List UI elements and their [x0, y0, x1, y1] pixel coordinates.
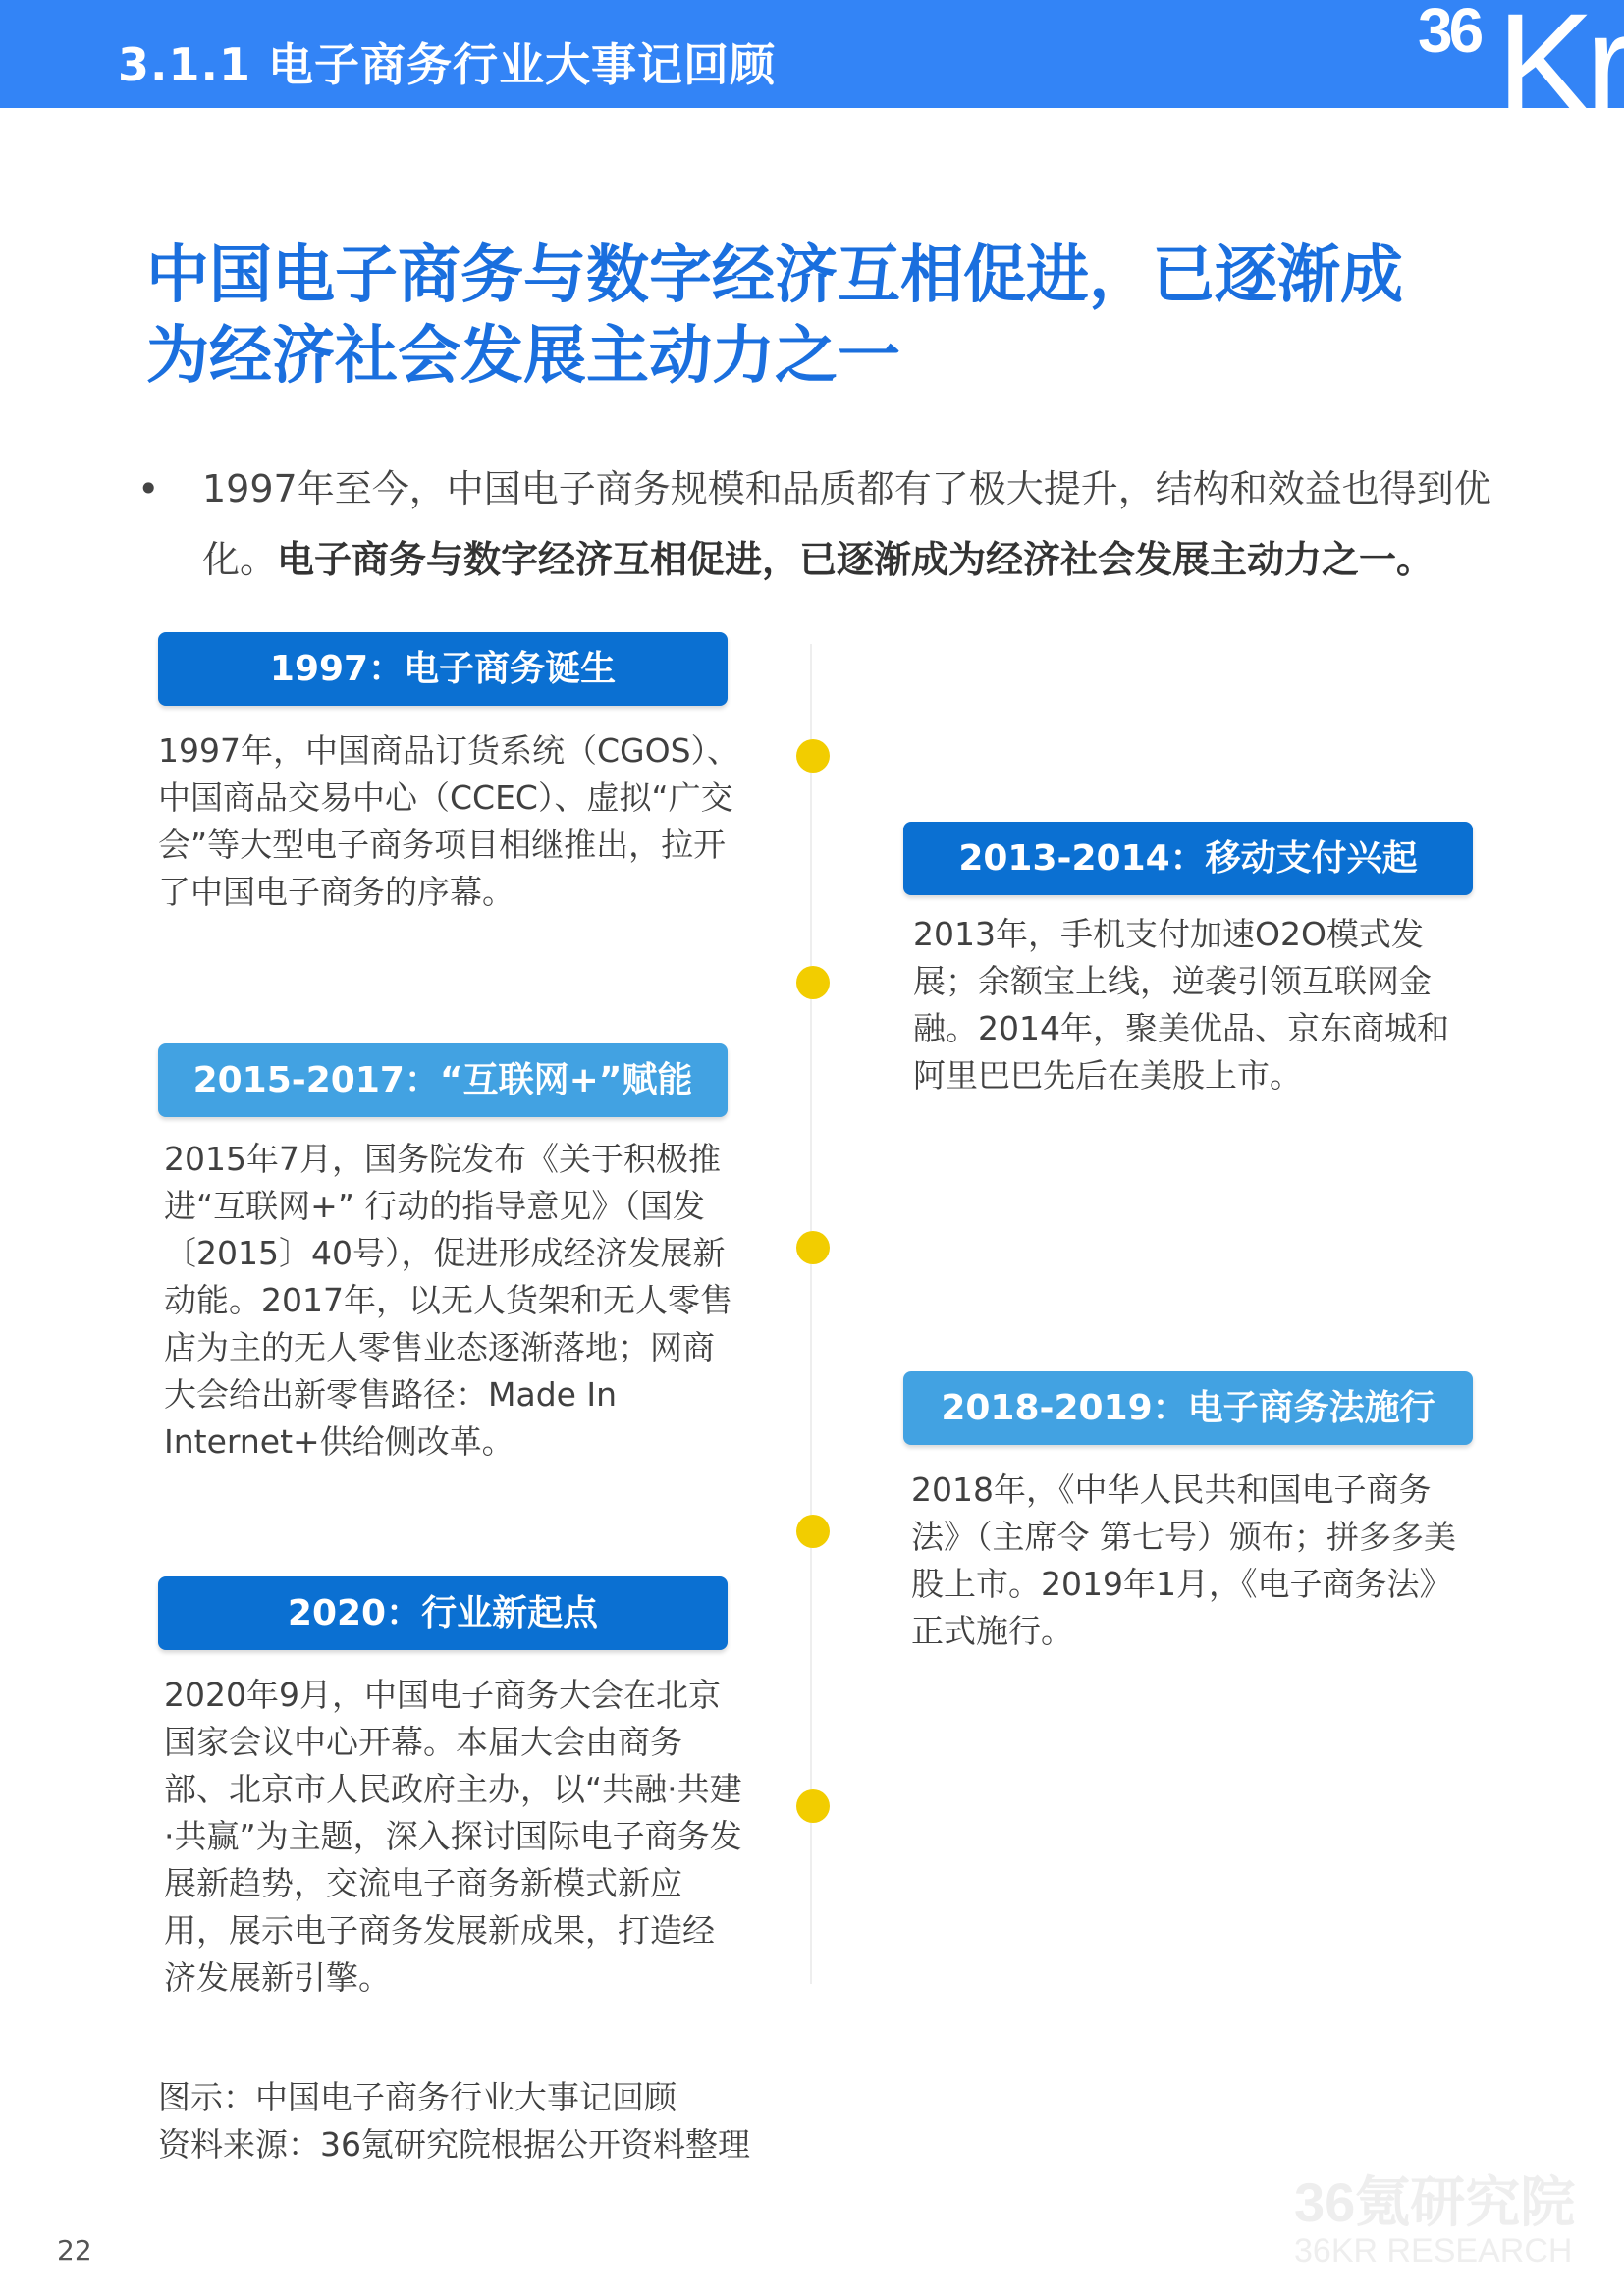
caption-source: 资料来源：36氪研究院根据公开资料整理: [158, 2125, 750, 2163]
header-bar: [0, 0, 1624, 147]
caption-figure: 图示：中国电子商务行业大事记回顾: [158, 2078, 677, 2116]
event-text-2020: 2020年9月，中国电子商务大会在北京国家会议中心开幕。本届大会由商务部、北京市人民政府主办，以“共融·共建·共赢”为主题，深入探讨国际电子商务发展新趋势，交流电子商务新模式新应用，展示电子商务发展新成果，打造经济发展新引擎。: [164, 1676, 742, 1997]
event-label-2015: 2015-2017：“互联网+”赋能: [158, 1043, 728, 1117]
timeline-dot: [796, 966, 830, 999]
event-label-1997: 1997：电子商务诞生: [158, 632, 728, 706]
section-title: 3.1.1 电子商务行业大事记回顾: [118, 38, 776, 91]
event-text-2013: 2013年，手机支付加速O2O模式发展；余额宝上线，逆袭引领互联网金融。2014年，聚美优品、京东商城和阿里巴巴先后在美股上市。: [913, 915, 1449, 1095]
36kr-logo: 36 Kr: [1418, 0, 1624, 147]
watermark: [1294, 2160, 1575, 2270]
bullet-point: [137, 454, 1532, 595]
watermark-en: 36KR RESEARCH: [1294, 2232, 1573, 2269]
timeline-dot: [796, 1231, 830, 1264]
watermark-cn: 36氪研究院: [1294, 2171, 1576, 2233]
page-number: 22: [57, 2234, 92, 2267]
page-title: [146, 236, 1501, 397]
timeline-dot: [796, 739, 830, 773]
timeline-axis: [810, 644, 812, 1984]
timeline-dot: [796, 1515, 830, 1548]
event-label-2018: 2018-2019：电子商务法施行: [903, 1371, 1473, 1445]
bullet-bold-text: 电子商务与数字经济互相促进，已逐渐成为经济社会发展主动力之一。: [277, 538, 1435, 581]
event-label-2013: 2013-2014：移动支付兴起: [903, 822, 1473, 895]
bullet-marker: •: [137, 467, 160, 510]
timeline-dot: [796, 1789, 830, 1823]
event-text-2018: 2018年，《中华人民共和国电子商务法》（主席令 第七号）颁布；拼多多美股上市。2019年1月，《电子商务法》正式施行。: [911, 1470, 1456, 1650]
figure-caption: [158, 2074, 750, 2168]
event-label-2020: 2020：行业新起点: [158, 1576, 728, 1650]
bullet-text: 1997年至今，中国电子商务规模和品质都有了极大提升，结构和效益也得到优化。: [202, 467, 1491, 581]
event-text-2015: 2015年7月，国务院发布《关于积极推进“互联网+” 行动的指导意见》（国发〔2015〕40号），促进形成经济发展新动能。2017年，以无人货架和无人零售店为主的无人零售业态逐渐落地；网商大会给出新零售路径：Made In Internet+供给侧改革。: [164, 1140, 732, 1461]
title-line-2: 为经济社会发展主动力之一: [146, 320, 900, 393]
title-line-1: 中国电子商务与数字经济互相促进，已逐渐成: [146, 240, 1403, 312]
event-text-1997: 1997年，中国商品订货系统（CGOS）、中国商品交易中心（CCEC）、虚拟“广交会”等大型电子商务项目相继推出，拉开了中国电子商务的序幕。: [158, 731, 740, 911]
